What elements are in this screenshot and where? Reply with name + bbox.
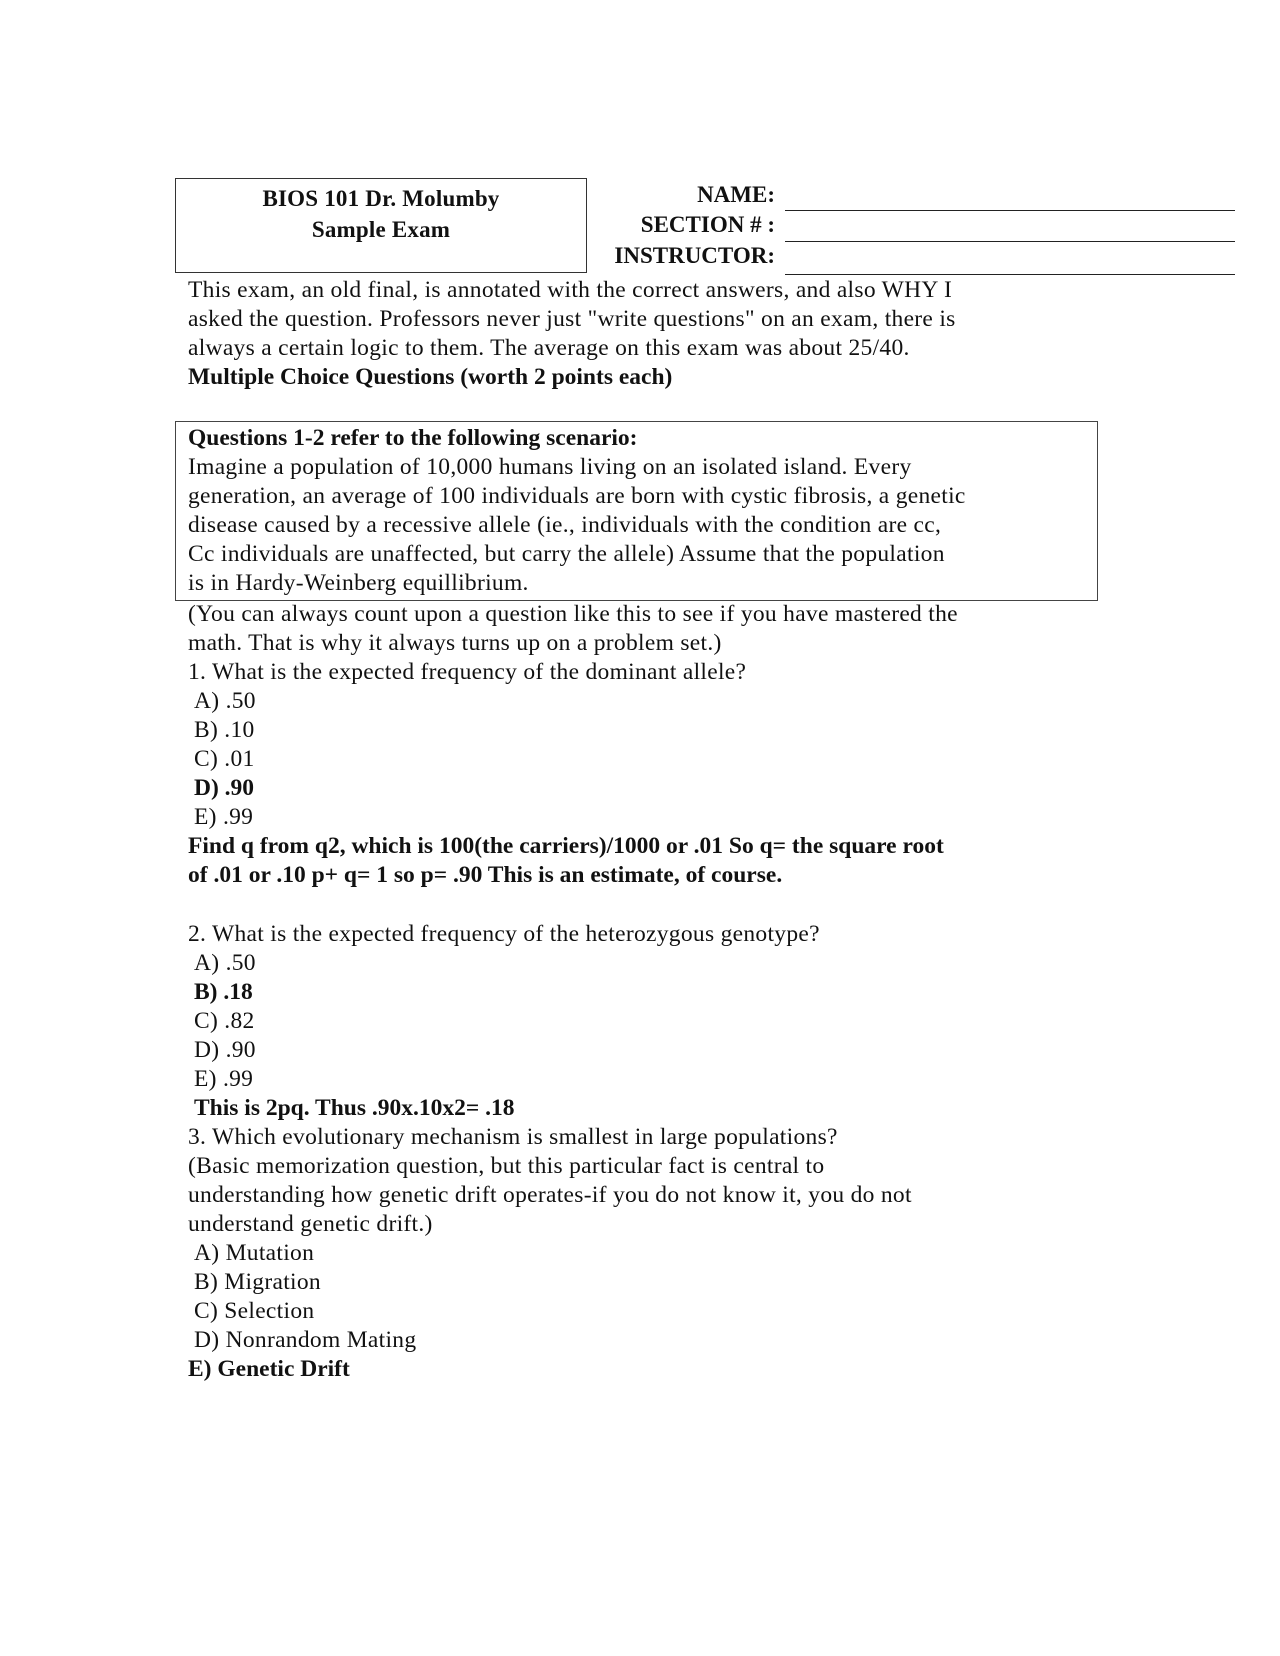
exam-subtitle: Sample Exam (311, 217, 451, 242)
intro-line: This exam, an old final, is annotated with the correct answers, and also WHY I (188, 277, 953, 303)
q1-option-b: B) .10 (194, 717, 255, 743)
intro-line: asked the question. Professors never just "write questions" on an exam, there is (188, 306, 956, 332)
scenario-line: is in Hardy-Weinberg equillibrium. (188, 570, 529, 596)
q2-explanation: This is 2pq. Thus .90x.10x2= .18 (194, 1095, 515, 1121)
scenario-note: math. That is why it always turns up on a problem set.) (188, 630, 722, 656)
q3-option-e-correct: E) Genetic Drift (188, 1356, 350, 1382)
q1-explanation: of .01 or .10 p+ q= 1 so p= .90 This is an estimate, of course. (188, 862, 783, 888)
name-label: NAME: (697, 182, 775, 207)
q3-option-b: B) Migration (194, 1269, 321, 1295)
q1-option-d-correct: D) .90 (194, 775, 255, 801)
q2-option-d: D) .90 (194, 1037, 256, 1063)
course-title: BIOS 101 Dr. Molumby (262, 186, 500, 211)
section-label: SECTION # : (640, 212, 775, 237)
question-1-prompt: 1. What is the expected frequency of the dominant allele? (188, 659, 747, 685)
q1-explanation: Find q from q2, which is 100(the carriers)/1000 or .01 So q= the square root (188, 833, 944, 859)
q3-option-a: A) Mutation (194, 1240, 315, 1266)
q3-option-d: D) Nonrandom Mating (194, 1327, 417, 1353)
scenario-line: Imagine a population of 10,000 humans living on an isolated island. Every (188, 454, 912, 480)
scenario-note: (You can always count upon a question like this to see if you have mastered the (188, 601, 958, 627)
q3-option-c: C) Selection (194, 1298, 315, 1324)
instructor-field[interactable] (785, 274, 1235, 275)
question-3-prompt: 3. Which evolutionary mechanism is smallest in large populations? (188, 1124, 838, 1150)
q1-option-e: E) .99 (194, 804, 254, 830)
question-2-prompt: 2. What is the expected frequency of the heterozygous genotype? (188, 921, 820, 947)
q3-note: understand genetic drift.) (188, 1211, 433, 1237)
q2-option-c: C) .82 (194, 1008, 255, 1034)
scenario-heading: Questions 1-2 refer to the following scenario: (188, 425, 638, 451)
scenario-line: disease caused by a recessive allele (ie., individuals with the condition are cc, (188, 512, 942, 538)
intro-line: always a certain logic to them. The average on this exam was about 25/40. (188, 335, 910, 361)
q1-option-c: C) .01 (194, 746, 255, 772)
name-field[interactable] (785, 210, 1235, 211)
q1-option-a: A) .50 (194, 688, 256, 714)
scenario-line: generation, an average of 100 individuals are born with cystic fibrosis, a genetic (188, 483, 966, 509)
q2-option-a: A) .50 (194, 950, 256, 976)
scenario-line: Cc individuals are unaffected, but carry the allele) Assume that the population (188, 541, 945, 567)
instructor-label: INSTRUCTOR: (614, 243, 775, 268)
q2-option-b-correct: B) .18 (194, 979, 253, 1005)
q3-note: understanding how genetic drift operates-if you do not know it, you do not (188, 1182, 912, 1208)
q3-note: (Basic memorization question, but this particular fact is central to (188, 1153, 825, 1179)
section-field[interactable] (785, 241, 1235, 242)
q2-option-e: E) .99 (194, 1066, 254, 1092)
exam-header-box (175, 178, 587, 273)
section-heading: Multiple Choice Questions (worth 2 points each) (188, 364, 673, 390)
